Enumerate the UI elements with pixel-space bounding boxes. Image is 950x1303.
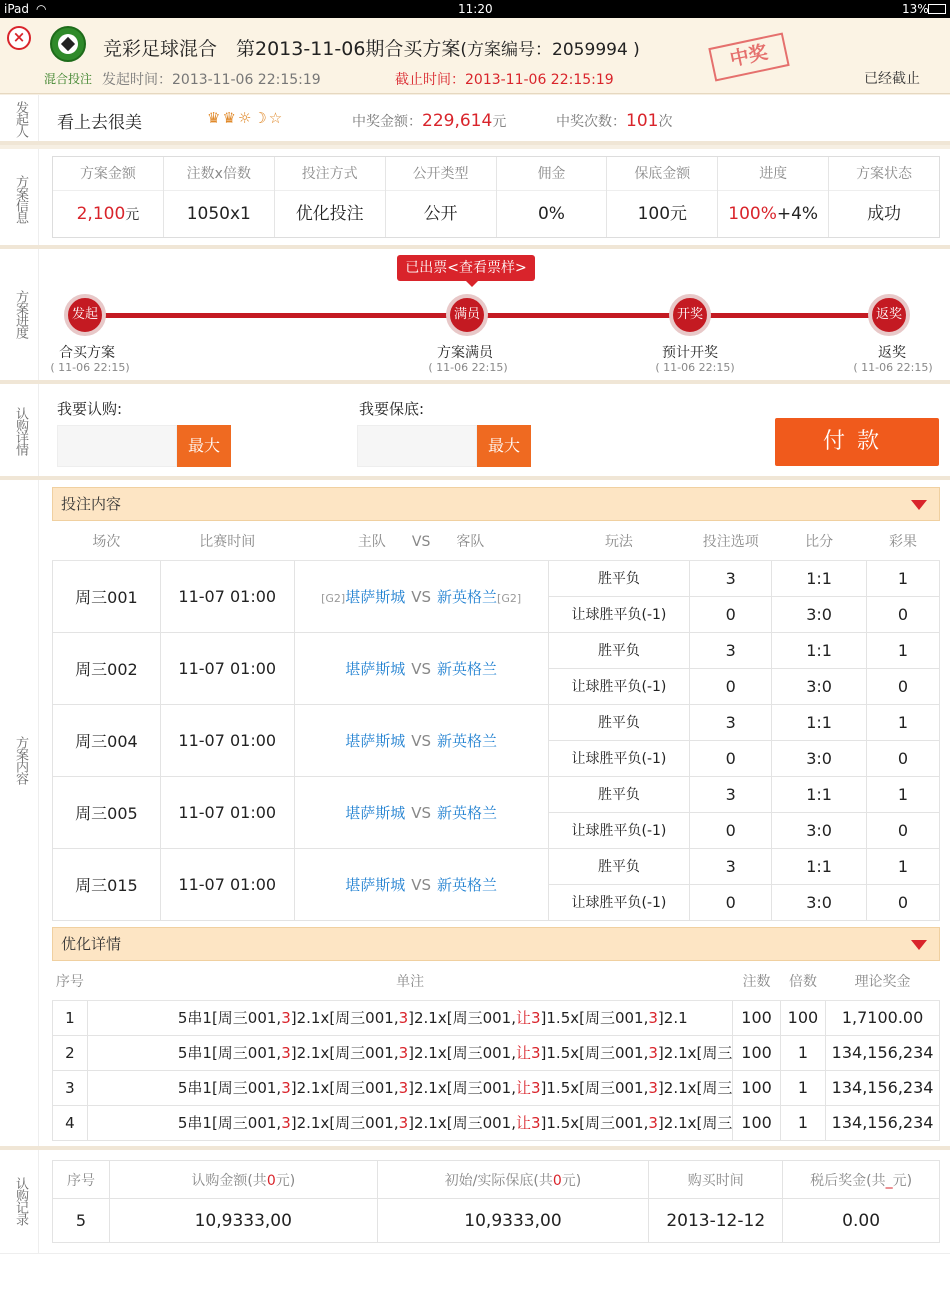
side-label-content: 方案内容 (13, 736, 28, 784)
result: 1 (867, 776, 940, 812)
col-result: 彩果 (867, 522, 940, 560)
opt-mult: 1 (780, 1035, 825, 1070)
progress-label-full: 方案满员 (437, 345, 493, 361)
end-time: 截止时间：2013-11-06 22:15:19 (395, 72, 614, 88)
opt-prize: 134,156,234 (826, 1105, 940, 1140)
bet-option: 0 (690, 884, 772, 920)
opt-bet: 5串1[周三001,3]2.1x[周三001,3]2.1x[周三001,让3]1.5x[周三001,3]2.1 (87, 1000, 733, 1035)
col-teams: 主队 VS 客队 (294, 522, 548, 560)
match-teams: 堪萨斯城 VS 新英格兰 (294, 632, 548, 704)
result: 1 (867, 560, 940, 596)
rec-amount: 10,9333,00 (109, 1199, 377, 1243)
away-team[interactable]: 新英格兰 (437, 587, 498, 606)
score: 1:1 (772, 848, 867, 884)
opt-count: 100 (733, 1070, 780, 1105)
device-label: iPad (4, 2, 30, 16)
match-id: 周三005 (53, 776, 161, 848)
optimize-title: 优化详情 (61, 935, 122, 953)
progress-label-start: 合买方案 (59, 345, 115, 361)
match-id: 周三004 (53, 704, 161, 776)
score: 3:0 (772, 740, 867, 776)
info-col-bets: 注数x倍数 1050x1 (164, 157, 275, 237)
page-title: 竞彩足球混合 第2013-11-06期合买方案(方案编号：2059994 ) (103, 38, 640, 60)
play-type: 胜平负 (548, 776, 690, 812)
table-row (53, 704, 940, 740)
opt-bet: 5串1[周三001,3]2.1x[周三001,3]2.1x[周三001,让3]1.5x[周三001,3]2.1x[周三 (87, 1035, 733, 1070)
opt-col-bet: 单注 (87, 962, 733, 1000)
progress-label-return: 返奖 (878, 345, 906, 361)
col-option: 投注选项 (690, 522, 772, 560)
away-team[interactable]: 新英格兰 (437, 731, 498, 750)
tag-pointer (466, 281, 478, 287)
level-badges-icon: ♛♛☼☽☆ (207, 109, 285, 127)
home-team[interactable]: 堪萨斯城 (345, 803, 406, 822)
opt-prize: 1,7100.00 (826, 1000, 940, 1035)
opt-prize: 134,156,234 (826, 1035, 940, 1070)
opt-count: 100 (733, 1035, 780, 1070)
bet-option: 0 (690, 668, 772, 704)
score: 1:1 (772, 560, 867, 596)
buy-input[interactable] (57, 425, 177, 467)
info-col-status: 方案状态 成功 (829, 157, 939, 237)
opt-bet: 5串1[周三001,3]2.1x[周三001,3]2.1x[周三001,让3]1.5x[周三001,3]2.1x[周三 (87, 1070, 733, 1105)
result: 0 (867, 668, 940, 704)
bet-option: 0 (690, 812, 772, 848)
score: 1:1 (772, 776, 867, 812)
rec-col-guarantee: 初始/实际保底(共0元) (377, 1161, 649, 1199)
result: 1 (867, 704, 940, 740)
score: 3:0 (772, 668, 867, 704)
bet-option: 3 (690, 560, 772, 596)
side-label-plan-info: 方案信息 (13, 175, 28, 223)
collapse-icon[interactable] (911, 500, 927, 510)
rec-prize: 0.00 (783, 1199, 940, 1243)
prize-amount: 中奖金额：229,614元 (352, 111, 507, 131)
table-row (53, 848, 940, 884)
progress-node-return: 返奖 (868, 294, 910, 336)
score: 3:0 (772, 812, 867, 848)
opt-bet: 5串1[周三001,3]2.1x[周三001,3]2.1x[周三001,让3]1.5x[周三001,3]2.1x[周三 (87, 1105, 733, 1140)
battery-percent: 13% (902, 2, 929, 16)
bet-option: 0 (690, 596, 772, 632)
status-bar (0, 0, 950, 18)
play-type: 让球胜平负(-1) (548, 884, 690, 920)
bet-option: 3 (690, 704, 772, 740)
rec-time: 2013-12-12 (649, 1199, 783, 1243)
match-teams: 堪萨斯城 VS 新英格兰 (294, 704, 548, 776)
play-type: 胜平负 (548, 632, 690, 668)
info-col-amount: 方案金额 2,100元 (53, 157, 164, 237)
col-time: 比赛时间 (160, 522, 294, 560)
table-row (53, 776, 940, 812)
progress-node-draw: 开奖 (669, 294, 711, 336)
football-icon (50, 26, 86, 62)
opt-mult: 1 (780, 1105, 825, 1140)
optimize-table (52, 962, 940, 1141)
away-team[interactable]: 新英格兰 (437, 875, 498, 894)
result: 1 (867, 848, 940, 884)
rec-col-amount: 认购金额(共0元) (109, 1161, 377, 1199)
side-label-subscribe: 认购详情 (13, 407, 28, 455)
score: 1:1 (772, 704, 867, 740)
table-row (53, 1070, 940, 1105)
match-time: 11-07 01:00 (160, 848, 294, 920)
match-id: 周三001 (53, 560, 161, 632)
table-row (53, 1035, 940, 1070)
opt-count: 100 (733, 1105, 780, 1140)
plan-info-table (52, 156, 940, 238)
away-team[interactable]: 新英格兰 (437, 803, 498, 822)
opt-no: 4 (53, 1105, 88, 1140)
progress-time-full: ( 11-06 22:15) (428, 361, 508, 374)
col-score: 比分 (772, 522, 867, 560)
progress-label-draw: 预计开奖 (662, 345, 718, 361)
records-table (52, 1160, 940, 1243)
battery-icon (928, 4, 946, 14)
info-col-public: 公开类型 公开 (386, 157, 497, 237)
rec-col-no: 序号 (53, 1161, 110, 1199)
opt-no: 2 (53, 1035, 88, 1070)
optimize-header[interactable] (52, 927, 940, 961)
opt-col-count: 注数 (733, 962, 780, 1000)
progress-time-draw: ( 11-06 22:15) (655, 361, 735, 374)
table-row (53, 1105, 940, 1140)
opt-prize: 134,156,234 (826, 1070, 940, 1105)
play-type: 让球胜平负(-1) (548, 812, 690, 848)
table-row (53, 1000, 940, 1035)
collapse-icon[interactable] (911, 940, 927, 950)
opt-col-prize: 理论奖金 (826, 962, 940, 1000)
opt-no: 3 (53, 1070, 88, 1105)
start-time: 发起时间：2013-11-06 22:15:19 (102, 72, 321, 88)
table-row (53, 632, 940, 668)
play-type: 胜平负 (548, 560, 690, 596)
opt-no: 1 (53, 1000, 88, 1035)
play-type: 让球胜平负(-1) (548, 740, 690, 776)
pay-button[interactable]: 付款 (775, 418, 939, 466)
match-time: 11-07 01:00 (160, 776, 294, 848)
rec-col-prize: 税后奖金(共_元) (783, 1161, 940, 1199)
bet-table (52, 522, 940, 921)
play-type: 让球胜平负(-1) (548, 596, 690, 632)
bet-option: 0 (690, 740, 772, 776)
home-team[interactable]: 堪萨斯城 (345, 875, 406, 894)
closed-status: 已经截止 (864, 71, 920, 87)
home-team[interactable]: 堪萨斯城 (345, 659, 406, 678)
sponsor-name[interactable]: 看上去很美 (57, 113, 142, 133)
score: 3:0 (772, 596, 867, 632)
buy-label: 我要认购: (57, 400, 123, 418)
guarantee-input[interactable] (357, 425, 477, 467)
rec-no: 5 (53, 1199, 110, 1243)
result: 0 (867, 812, 940, 848)
clock: 11:20 (458, 2, 493, 16)
wifi-icon: ◠ (36, 2, 47, 16)
info-col-commission: 佣金 0% (497, 157, 608, 237)
col-match: 场次 (53, 522, 161, 560)
info-col-progress: 进度 100%+4% (718, 157, 829, 237)
prize-count: 中奖次数：101次 (556, 111, 673, 131)
bet-content-header[interactable] (52, 487, 940, 521)
away-team[interactable]: 新英格兰 (437, 659, 498, 678)
opt-count: 100 (733, 1000, 780, 1035)
side-label-records: 认购记录 (13, 1177, 28, 1225)
side-label-progress: 方案进度 (13, 290, 28, 338)
winning-stamp: 中奖 (708, 32, 789, 81)
rec-guarantee: 10,9333,00 (377, 1199, 649, 1243)
page-footer (0, 1253, 950, 1303)
progress-time-return: ( 11-06 22:15) (853, 361, 933, 374)
page-header (0, 18, 950, 94)
match-time: 11-07 01:00 (160, 704, 294, 776)
result: 1 (867, 632, 940, 668)
play-type: 让球胜平负(-1) (548, 668, 690, 704)
home-team[interactable]: 堪萨斯城 (345, 587, 406, 606)
view-ticket-button[interactable]: 已出票<查看票样> (397, 255, 535, 281)
table-row (53, 560, 940, 596)
progress-node-start: 发起 (64, 294, 106, 336)
close-icon[interactable]: × (7, 26, 31, 50)
bet-option: 3 (690, 632, 772, 668)
match-teams: [G2]堪萨斯城 VS 新英格兰[G2] (294, 560, 548, 632)
info-col-guarantee: 保底金额 100元 (607, 157, 718, 237)
opt-col-mult: 倍数 (780, 962, 825, 1000)
opt-mult: 100 (780, 1000, 825, 1035)
guarantee-label: 我要保底: (359, 400, 425, 418)
score: 3:0 (772, 884, 867, 920)
result: 0 (867, 884, 940, 920)
guarantee-max-button[interactable]: 最大 (477, 425, 531, 467)
mixed-bet-label: 混合投注 (44, 72, 93, 86)
rec-col-time: 购买时间 (649, 1161, 783, 1199)
record-row (53, 1199, 940, 1243)
match-time: 11-07 01:00 (160, 560, 294, 632)
match-id: 周三002 (53, 632, 161, 704)
bet-content-title: 投注内容 (61, 495, 122, 513)
home-team[interactable]: 堪萨斯城 (345, 731, 406, 750)
buy-max-button[interactable]: 最大 (177, 425, 231, 467)
progress-time-start: ( 11-06 22:15) (50, 361, 130, 374)
match-id: 周三015 (53, 848, 161, 920)
opt-mult: 1 (780, 1070, 825, 1105)
info-col-method: 投注方式 优化投注 (275, 157, 386, 237)
result: 0 (867, 596, 940, 632)
match-teams: 堪萨斯城 VS 新英格兰 (294, 848, 548, 920)
bet-option: 3 (690, 776, 772, 812)
result: 0 (867, 740, 940, 776)
score: 1:1 (772, 632, 867, 668)
side-label-sponsor: 发起人 (13, 101, 28, 137)
opt-col-no: 序号 (53, 962, 88, 1000)
play-type: 胜平负 (548, 704, 690, 740)
bet-option: 3 (690, 848, 772, 884)
match-teams: 堪萨斯城 VS 新英格兰 (294, 776, 548, 848)
col-play: 玩法 (548, 522, 690, 560)
match-time: 11-07 01:00 (160, 632, 294, 704)
progress-node-full: 满员 (446, 294, 488, 336)
play-type: 胜平负 (548, 848, 690, 884)
